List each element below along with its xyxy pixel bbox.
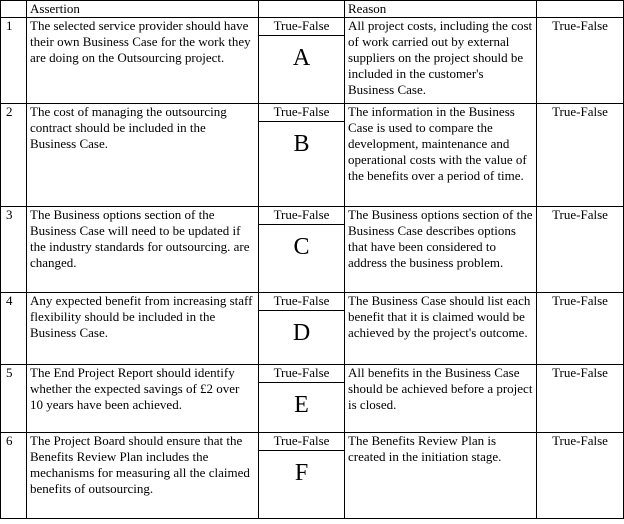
assertion-cell: The Project Board should ensure that the Benefits Review Plan includes the mechanisms for measuring all the claimed benefits of outsourcing.	[27, 433, 259, 519]
table-row	[1, 18, 624, 104]
assertion-true-false-cell[interactable]	[259, 365, 345, 433]
number-header	[1, 1, 27, 18]
assertion-true-false-cell[interactable]	[259, 207, 345, 293]
reason-true-false-cell[interactable]	[537, 18, 624, 104]
answer-letter: F	[294, 460, 309, 486]
answer-letter: A	[292, 45, 311, 71]
assertion-true-false-cell[interactable]	[259, 293, 345, 365]
answer-letter: D	[292, 320, 311, 346]
true-false-header	[259, 1, 345, 18]
true-false-label: True-False	[259, 18, 344, 36]
reason-true-false-cell[interactable]	[537, 293, 624, 365]
true-false-label: True-False	[259, 207, 344, 225]
assertion-cell: The selected service provider should have their own Business Case for the work they are doing on the Outsourcing project.	[27, 18, 259, 104]
true-false-label: True-False	[552, 365, 608, 380]
true-false-label: True-False	[552, 207, 608, 222]
reason-cell: All benefits in the Business Case should be achieved before a project is closed.	[345, 365, 537, 433]
reason-true-false-cell[interactable]	[537, 433, 624, 519]
assertion-header: Assertion	[27, 1, 259, 18]
header-row	[1, 1, 624, 18]
reason-header: Reason	[345, 1, 537, 18]
answer-letter: C	[293, 234, 310, 260]
assertion-cell: The End Project Report should identify whether the expected savings of £2 over 10 years have been achieved.	[27, 365, 259, 433]
true-false-header-reason	[537, 1, 624, 18]
true-false-label: True-False	[259, 104, 344, 122]
answer-letter: B	[293, 131, 310, 157]
table-row	[1, 293, 624, 365]
true-false-label: True-False	[552, 293, 608, 308]
row-number: 3	[1, 207, 27, 293]
assertion-cell: The Business options section of the Business Case will need to be updated if the industry standards for outsourcing. are changed.	[27, 207, 259, 293]
reason-true-false-cell[interactable]	[537, 104, 624, 207]
true-false-label: True-False	[259, 293, 344, 311]
reason-true-false-cell[interactable]	[537, 207, 624, 293]
row-number: 5	[1, 365, 27, 433]
true-false-label: True-False	[552, 104, 608, 119]
answer-letter: E	[294, 392, 309, 418]
reason-true-false-cell[interactable]	[537, 365, 624, 433]
reason-cell: All project costs, including the cost of work carried out by external suppliers on the project should be included in the customer's Business Case.	[345, 18, 537, 104]
table-row	[1, 433, 624, 519]
reason-cell: The information in the Business Case is used to compare the development, maintenance and operational costs with the value of the benefits over a period of time.	[345, 104, 537, 207]
table-row	[1, 104, 624, 207]
reason-cell: The Benefits Review Plan is created in the initiation stage.	[345, 433, 537, 519]
row-number: 2	[1, 104, 27, 207]
reason-cell: The Business options section of the Business Case describes options that have been considered to address the business problem.	[345, 207, 537, 293]
table-row	[1, 207, 624, 293]
assertion-true-false-cell[interactable]	[259, 433, 345, 519]
true-false-label: True-False	[259, 365, 344, 383]
row-number: 6	[1, 433, 27, 519]
row-number: 4	[1, 293, 27, 365]
assertion-cell: Any expected benefit from increasing staff flexibility should be included in the Business Case.	[27, 293, 259, 365]
reason-cell: The Business Case should list each benefit that it is claimed would be achieved by the project's outcome.	[345, 293, 537, 365]
assertion-true-false-cell[interactable]	[259, 104, 345, 207]
assertion-true-false-cell[interactable]	[259, 18, 345, 104]
assertion-cell: The cost of managing the outsourcing contract should be included in the Business Case.	[27, 104, 259, 207]
row-number: 1	[1, 18, 27, 104]
true-false-label: True-False	[259, 433, 344, 451]
true-false-label: True-False	[552, 433, 608, 448]
true-false-label: True-False	[552, 18, 608, 33]
table-row	[1, 365, 624, 433]
